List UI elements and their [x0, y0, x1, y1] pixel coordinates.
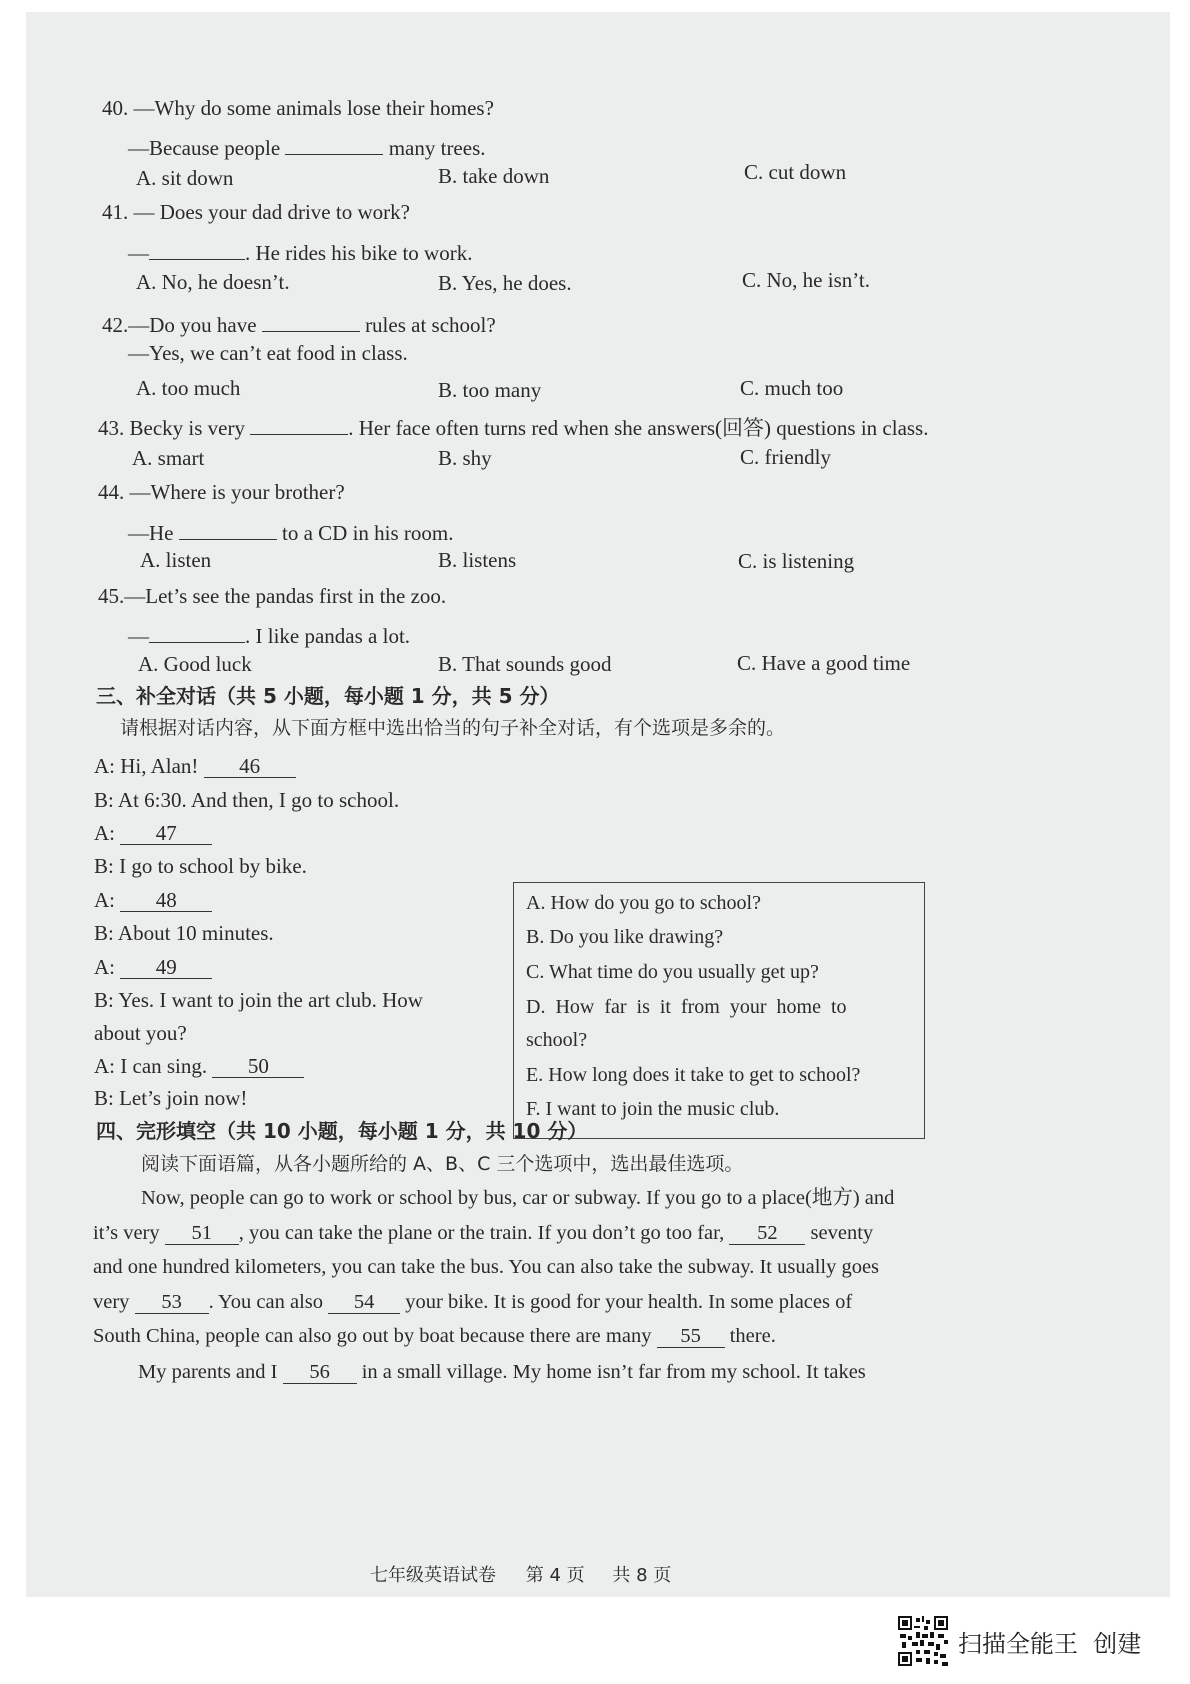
passage-line-2: it’s very 51 , you can take the plane or the train. If you don’t go too far, 52 seventy	[93, 1222, 874, 1244]
option-40a: A. sit down	[136, 166, 234, 190]
footer-total: 共 8 页	[612, 1565, 672, 1586]
option-45c: C. Have a good time	[737, 651, 911, 675]
dialogue-line-10: A: I can sing. 50	[94, 1056, 304, 1078]
question-41-line2: — . He rides his bike to work.	[128, 237, 472, 264]
section-3-title: 三、补全对话（共 5 小题，每小题 1 分，共 5 分）	[96, 684, 560, 708]
qr-code-icon	[898, 1616, 948, 1666]
dialogue-line-2: B: At 6:30. And then, I go to school.	[94, 788, 400, 812]
dialogue-line-6: B: About 10 minutes.	[94, 921, 274, 945]
passage-line-5: South China, people can also go out by boat because there are many 55 there.	[93, 1325, 776, 1347]
dialogue-line-11: B: Let’s join now!	[94, 1086, 248, 1110]
passage-line-6: My parents and I 56 in a small village. My home isn’t far from my school. It takes	[138, 1361, 866, 1383]
dialogue-line-1: A: Hi, Alan! 46	[94, 756, 296, 778]
section-3-instruction: 请根据对话内容，从下面方框中选出恰当的句子补全对话，有个选项是多余的。	[120, 717, 786, 739]
option-41b: B. Yes, he does.	[438, 271, 572, 295]
option-44c: C. is listening	[738, 549, 855, 573]
passage-line-3: and one hundred kilometers, you can take the bus. You can also take the subway. It usually goes	[93, 1256, 880, 1278]
question-43: 43. Becky is very . Her face often turns red when she answers(回答) questions in class.	[98, 412, 928, 439]
question-44: 44. —Where is your brother?	[98, 480, 345, 504]
watermark-text: 扫描全能王 创建	[958, 1629, 1142, 1658]
option-40b: B. take down	[438, 164, 550, 188]
option-d-continued: school?	[526, 1029, 588, 1051]
dialogue-line-8: B: Yes. I want to join the art club. How	[94, 988, 423, 1012]
footer-page: 第 4 页	[525, 1565, 585, 1586]
option-a: A. How do you go to school?	[526, 892, 761, 914]
dialogue-line-4: B: I go to school by bike.	[94, 854, 307, 878]
question-40: 40. —Why do some animals lose their homes?	[102, 96, 494, 120]
dialogue-line-7: A: 49	[94, 957, 212, 979]
option-42c: C. much too	[740, 376, 844, 400]
option-b: B. Do you like drawing?	[526, 926, 724, 948]
option-d: D. How far is it from your home to	[526, 996, 847, 1018]
option-45b: B. That sounds good	[438, 652, 612, 676]
question-44-line2: —He to a CD in his room.	[128, 517, 454, 544]
option-42b: B. too many	[438, 378, 542, 402]
scanner-watermark	[898, 1616, 1141, 1666]
option-44a: A. listen	[140, 548, 212, 572]
question-42: 42.—Do you have rules at school?	[102, 309, 496, 336]
option-f: F. I want to join the music club.	[526, 1098, 780, 1120]
question-42-line2: —Yes, we can’t eat food in class.	[128, 341, 408, 365]
option-40c: C. cut down	[744, 160, 847, 184]
section-4-instruction: 阅读下面语篇，从各小题所给的 A、B、C 三个选项中，选出最佳选项。	[141, 1153, 744, 1175]
passage-line-1: Now, people can go to work or school by bus, car or subway. If you go to a place(地方) and	[141, 1187, 895, 1209]
footer-title: 七年级英语试卷	[370, 1565, 496, 1586]
question-41: 41. — Does your dad drive to work?	[102, 200, 410, 224]
dialogue-line-3: A: 47	[94, 823, 212, 845]
passage-line-4: very 53 . You can also 54 your bike. It is good for your health. In some places of	[93, 1291, 853, 1313]
option-43c: C. friendly	[740, 445, 831, 469]
option-43b: B. shy	[438, 446, 492, 470]
dialogue-line-5: A: 48	[94, 890, 212, 912]
option-42a: A. too much	[136, 376, 241, 400]
option-45a: A. Good luck	[138, 652, 252, 676]
section-4-title: 四、完形填空（共 10 小题，每小题 1 分，共 10 分）	[96, 1119, 588, 1143]
dialogue-line-9: about you?	[94, 1021, 187, 1045]
option-41a: A. No, he doesn’t.	[136, 270, 290, 294]
option-44b: B. listens	[438, 548, 517, 572]
option-41c: C. No, he isn’t.	[742, 268, 870, 292]
question-45: 45.—Let’s see the pandas first in the zoo.	[98, 584, 447, 608]
option-c: C. What time do you usually get up?	[526, 961, 819, 983]
option-e: E. How long does it take to get to school?	[526, 1064, 861, 1086]
question-40-line2: —Because people many trees.	[128, 132, 486, 159]
page-footer	[370, 1561, 671, 1587]
option-43a: A. smart	[132, 446, 205, 470]
question-45-line2: — . I like pandas a lot.	[128, 620, 410, 647]
